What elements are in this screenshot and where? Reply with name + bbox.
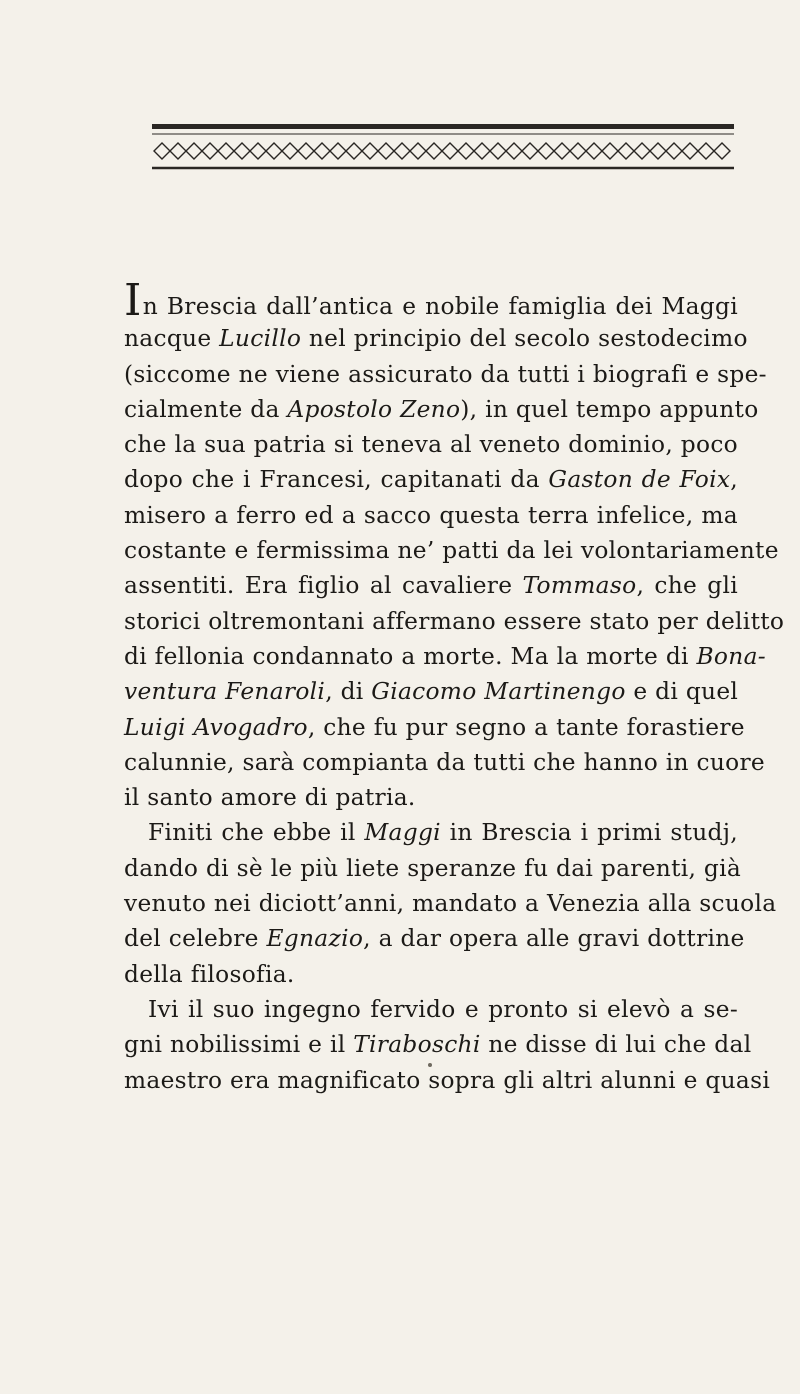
ornament-link bbox=[474, 143, 490, 159]
italic-name: Giacomo Martinengo bbox=[371, 678, 626, 706]
ornament-link bbox=[394, 143, 410, 159]
body-text bbox=[124, 275, 785, 1098]
text-line bbox=[124, 1063, 771, 1098]
ornament-link bbox=[410, 143, 426, 159]
ornament-link bbox=[714, 143, 730, 159]
italic-name: Tommaso bbox=[522, 572, 637, 600]
ornament-link bbox=[186, 143, 202, 159]
text-segment: calunnie, sarà compianta da tutti che hanno in cuore bbox=[124, 748, 765, 776]
drop-cap: I bbox=[124, 275, 142, 326]
text-segment: , che gli bbox=[636, 572, 738, 600]
ornament-link bbox=[490, 143, 506, 159]
ornament-link bbox=[218, 143, 234, 159]
text-line bbox=[124, 886, 777, 921]
italic-name: ventura Fenaroli bbox=[124, 678, 326, 706]
ornament-link bbox=[522, 143, 538, 159]
text-segment: n Brescia dall’antica e nobile famiglia dei Maggi bbox=[142, 293, 738, 320]
text-segment: del celebre bbox=[124, 925, 267, 953]
ornament-link bbox=[170, 143, 186, 159]
ornament-link bbox=[586, 143, 602, 159]
ornament-link bbox=[154, 143, 170, 159]
ornament-link bbox=[234, 143, 250, 159]
ornament-link bbox=[618, 143, 634, 159]
text-segment: dopo che i Francesi, capitanati da bbox=[124, 466, 549, 494]
text-segment: e di quel bbox=[625, 678, 739, 706]
text-segment: gni nobilissimi e il bbox=[124, 1031, 354, 1059]
text-segment: della filosofia. bbox=[124, 960, 295, 988]
ornament-link bbox=[362, 143, 378, 159]
ornament-link bbox=[602, 143, 618, 159]
ornament-link bbox=[570, 143, 586, 159]
text-line bbox=[124, 462, 738, 497]
text-segment: nel principio del secolo sestodecimo bbox=[301, 325, 748, 353]
text-segment: in Brescia i primi studj, bbox=[440, 819, 738, 847]
text-segment: venuto nei diciott’anni, mandato a Venezia alla scuola bbox=[124, 890, 777, 918]
text-line bbox=[124, 851, 742, 886]
text-line bbox=[124, 427, 738, 462]
page-mark bbox=[428, 1063, 432, 1067]
text-segment: costante e fermissima ne’ patti da lei volontariamente bbox=[124, 537, 779, 565]
text-line bbox=[124, 957, 738, 992]
text-segment: (siccome ne viene assicurato da tutti i biografi e spe- bbox=[124, 360, 767, 388]
ornament-link bbox=[298, 143, 314, 159]
text-line bbox=[124, 674, 738, 709]
ornament-link bbox=[266, 143, 282, 159]
text-segment: di fellonia condannato a morte. Ma la morte di bbox=[124, 642, 697, 670]
text-segment: misero a ferro ed a sacco questa terra infelice, ma bbox=[124, 501, 738, 529]
text-line bbox=[124, 568, 738, 603]
ornament-link bbox=[666, 143, 682, 159]
text-line bbox=[124, 1027, 752, 1062]
ornament-link bbox=[330, 143, 346, 159]
ornament-link bbox=[378, 143, 394, 159]
text-line bbox=[124, 710, 745, 745]
text-line bbox=[124, 992, 738, 1027]
text-segment: storici oltremontani affermano essere stato per delitto bbox=[124, 607, 785, 635]
ornamental-band-icon bbox=[152, 124, 734, 172]
text-line bbox=[124, 498, 738, 533]
text-line bbox=[124, 604, 785, 639]
ornament-link bbox=[250, 143, 266, 159]
text-segment: , bbox=[730, 466, 738, 494]
text-segment: , che fu pur segno a tante forastiere bbox=[307, 713, 745, 741]
italic-name: Tiraboschi bbox=[353, 1031, 481, 1059]
text-segment: il santo amore di patria. bbox=[124, 784, 416, 812]
text-line bbox=[124, 533, 779, 568]
text-line bbox=[124, 815, 738, 850]
text-segment: maestro era magnificato sopra gli altri alunni e quasi bbox=[124, 1066, 771, 1094]
ornament-link bbox=[458, 143, 474, 159]
text-segment: ), in quel tempo appunto bbox=[460, 395, 759, 423]
italic-name: Maggi bbox=[364, 819, 441, 847]
text-line bbox=[124, 921, 745, 956]
ornament-link bbox=[426, 143, 442, 159]
text-segment: che la sua patria si teneva al veneto dominio, poco bbox=[124, 431, 738, 459]
text-segment: , di bbox=[325, 678, 372, 706]
text-line bbox=[124, 392, 759, 427]
text-segment: Finiti che ebbe il bbox=[148, 819, 365, 847]
ornament-link bbox=[698, 143, 714, 159]
ornament-link bbox=[650, 143, 666, 159]
text-segment: , a dar opera alle gravi dottrine bbox=[363, 925, 745, 953]
italic-name: Egnazio bbox=[266, 925, 364, 953]
text-segment: Ivi il suo ingegno fervido e pronto si elevò a se- bbox=[148, 995, 738, 1023]
text-line bbox=[124, 357, 767, 392]
ornament-link bbox=[346, 143, 362, 159]
italic-name: Lucillo bbox=[219, 325, 302, 353]
text-line bbox=[124, 745, 765, 780]
text-segment: assentiti. Era figlio al cavaliere bbox=[124, 572, 523, 600]
ornament-link bbox=[682, 143, 698, 159]
ornamental-header-band bbox=[152, 124, 734, 172]
text-line bbox=[124, 780, 738, 815]
ornament-link bbox=[634, 143, 650, 159]
text-line bbox=[124, 639, 766, 674]
text-line bbox=[124, 275, 738, 326]
text-line bbox=[124, 321, 748, 356]
ornament-link bbox=[442, 143, 458, 159]
text-segment: ne disse di lui che dal bbox=[480, 1031, 752, 1059]
ornament-link bbox=[314, 143, 330, 159]
text-segment: nacque bbox=[124, 325, 220, 353]
italic-name: Luigi Avogadro bbox=[124, 713, 308, 741]
italic-name: Apostolo Zeno bbox=[287, 395, 461, 423]
ornament-link bbox=[202, 143, 218, 159]
italic-name: Bona- bbox=[696, 642, 766, 670]
ornament-link bbox=[506, 143, 522, 159]
text-segment: cialmente da bbox=[124, 395, 288, 423]
ornament-link bbox=[554, 143, 570, 159]
text-segment: dando di sè le più liete speranze fu dai parenti, già bbox=[124, 854, 742, 882]
italic-name: Gaston de Foix bbox=[548, 466, 731, 494]
ornament-link bbox=[538, 143, 554, 159]
ornament-link bbox=[282, 143, 298, 159]
